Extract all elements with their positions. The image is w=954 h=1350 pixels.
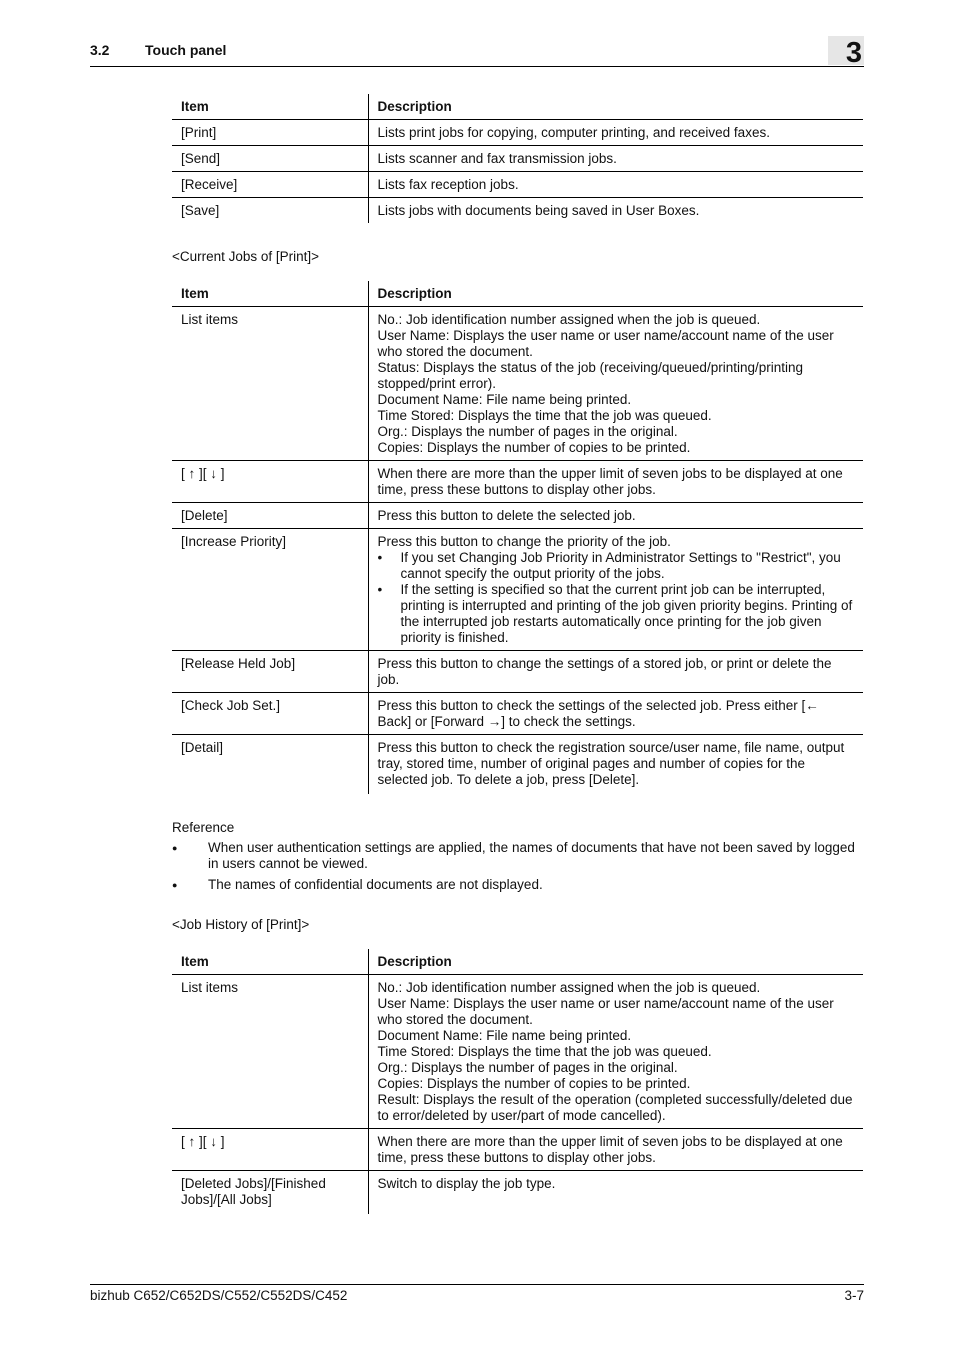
description-cell: Lists scanner and fax transmission jobs. (377, 151, 617, 166)
column-header-description: Description (377, 954, 452, 969)
description-cell: Press this button to change the settings of a stored job, or print or delete the job. (377, 656, 832, 687)
table-row (172, 172, 863, 198)
table-row (172, 146, 863, 172)
item-cell: List items (172, 975, 368, 1129)
table-row (172, 651, 863, 693)
list-item-line: Document Name: File name being printed. (377, 392, 632, 407)
job-list-types-table (172, 94, 863, 223)
list-item-line: Time Stored: Displays the time that the job was queued. (377, 408, 712, 423)
chapter-number-badge: 3 (828, 36, 864, 65)
description-cell: Press this button to check the registration source/user name, file name, output tray, stored time, number of original pages and number of copies for the selected job. To delete a job, press [Delete]. (377, 740, 845, 787)
item-cell: [Save] (172, 198, 368, 224)
list-item-line: No.: Job identification number assigned when the job is queued. (377, 312, 761, 327)
item-cell: [Print] (172, 120, 368, 146)
item-cell: [Deleted Jobs]/[Finished Jobs]/[All Jobs] (172, 1171, 368, 1215)
page-footer (90, 1284, 864, 1305)
item-cell: [Send] (172, 146, 368, 172)
page-number: 3-7 (844, 1288, 864, 1303)
column-header-item: Item (172, 281, 368, 307)
job-history-table (172, 949, 863, 1214)
description-cell: When there are more than the upper limit of seven jobs to be displayed at one time, press these buttons to display other jobs. (377, 466, 843, 497)
list-item-line: No.: Job identification number assigned when the job is queued. (377, 980, 761, 995)
bullet-list (378, 550, 856, 646)
table-row (172, 503, 863, 529)
list-item-line: Time Stored: Displays the time that the job was queued. (377, 1044, 712, 1059)
table-header-row (172, 94, 863, 120)
description-cell: Lists jobs with documents being saved in User Boxes. (377, 203, 700, 218)
item-cell: [Receive] (172, 172, 368, 198)
reference-heading: Reference (172, 820, 235, 835)
list-item-line: Copies: Displays the number of copies to be printed. (377, 1076, 691, 1091)
table-row (172, 461, 863, 503)
item-cell: [Increase Priority] (172, 529, 368, 651)
column-header-item: Item (172, 949, 368, 975)
list-item-line: Copies: Displays the number of copies to be printed. (377, 440, 691, 455)
list-item-line: User Name: Displays the user name or user name/account name of the user who stored the document. (377, 328, 834, 359)
item-cell: [ ↑ ][ ↓ ] (172, 1129, 368, 1171)
page-content (172, 94, 863, 1214)
table-row (172, 120, 863, 146)
list-item-line: Org.: Displays the number of pages in the original. (377, 424, 678, 439)
column-header-description: Description (377, 286, 452, 301)
description-cell (368, 529, 863, 651)
table-header-row (172, 949, 863, 975)
list-item-line: User Name: Displays the user name or user name/account name of the user who stored the document. (377, 996, 834, 1027)
reference-list (172, 840, 863, 893)
description-cell: Press this button to check the settings of the selected job. Press either [← Back] or [Forward →] to check the settings. (377, 698, 819, 729)
description-cell (368, 975, 863, 1129)
job-history-caption: <Job History of [Print]> (172, 917, 310, 932)
table-row (172, 735, 863, 795)
list-item: • If the setting is specified so that the current print job can be interrupted, printing is interrupted and printing of the job given priority begins. Printing of the interrupted job restarts automatically once printing for the job given priority is finished. (378, 582, 856, 646)
list-item-line: Document Name: File name being printed. (377, 1028, 632, 1043)
item-cell: List items (172, 307, 368, 461)
current-jobs-table (172, 281, 863, 794)
item-cell: [Detail] (172, 735, 368, 795)
list-item-line: Result: Displays the result of the operation (completed successfully/deleted due to error/deleted by user/part of mode cancelled). (377, 1092, 853, 1123)
table-row (172, 1171, 863, 1215)
description-cell: Switch to display the job type. (377, 1176, 556, 1191)
section-number: 3.2 (90, 42, 110, 58)
description-cell: Lists print jobs for copying, computer printing, and received faxes. (377, 125, 770, 140)
description-cell: Lists fax reception jobs. (377, 177, 519, 192)
description-text: Press this button to change the priority of the job. (377, 534, 671, 549)
table-header-row (172, 281, 863, 307)
table-row (172, 1129, 863, 1171)
table-row (172, 198, 863, 224)
list-item: ● When user authentication settings are applied, the names of documents that have not been saved by logged in users cannot be viewed. (172, 840, 863, 872)
item-cell: [Check Job Set.] (172, 693, 368, 735)
table-row (172, 307, 863, 461)
description-cell: Press this button to delete the selected job. (377, 508, 636, 523)
description-cell (368, 307, 863, 461)
list-item-line: Status: Displays the status of the job (receiving/queued/printing/printing stopped/print error). (377, 360, 803, 391)
item-cell: [ ↑ ][ ↓ ] (172, 461, 368, 503)
description-cell: When there are more than the upper limit of seven jobs to be displayed at one time, press these buttons to display other jobs. (377, 1134, 843, 1165)
item-cell: [Release Held Job] (172, 651, 368, 693)
list-item: ● The names of confidential documents are not displayed. (172, 877, 863, 893)
table-row (172, 529, 863, 651)
page-header (90, 36, 864, 67)
current-jobs-caption: <Current Jobs of [Print]> (172, 249, 320, 264)
model-name: bizhub C652/C652DS/C552/C552DS/C452 (90, 1288, 348, 1303)
list-item-line: Org.: Displays the number of pages in the original. (377, 1060, 678, 1075)
item-cell: [Delete] (172, 503, 368, 529)
column-header-description: Description (377, 99, 452, 114)
column-header-item: Item (172, 94, 368, 120)
list-item: • If you set Changing Job Priority in Administrator Settings to "Restrict", you cannot specify the output priority of the jobs. (378, 550, 856, 582)
table-row (172, 693, 863, 735)
table-row (172, 975, 863, 1129)
section-title: Touch panel (145, 42, 227, 58)
